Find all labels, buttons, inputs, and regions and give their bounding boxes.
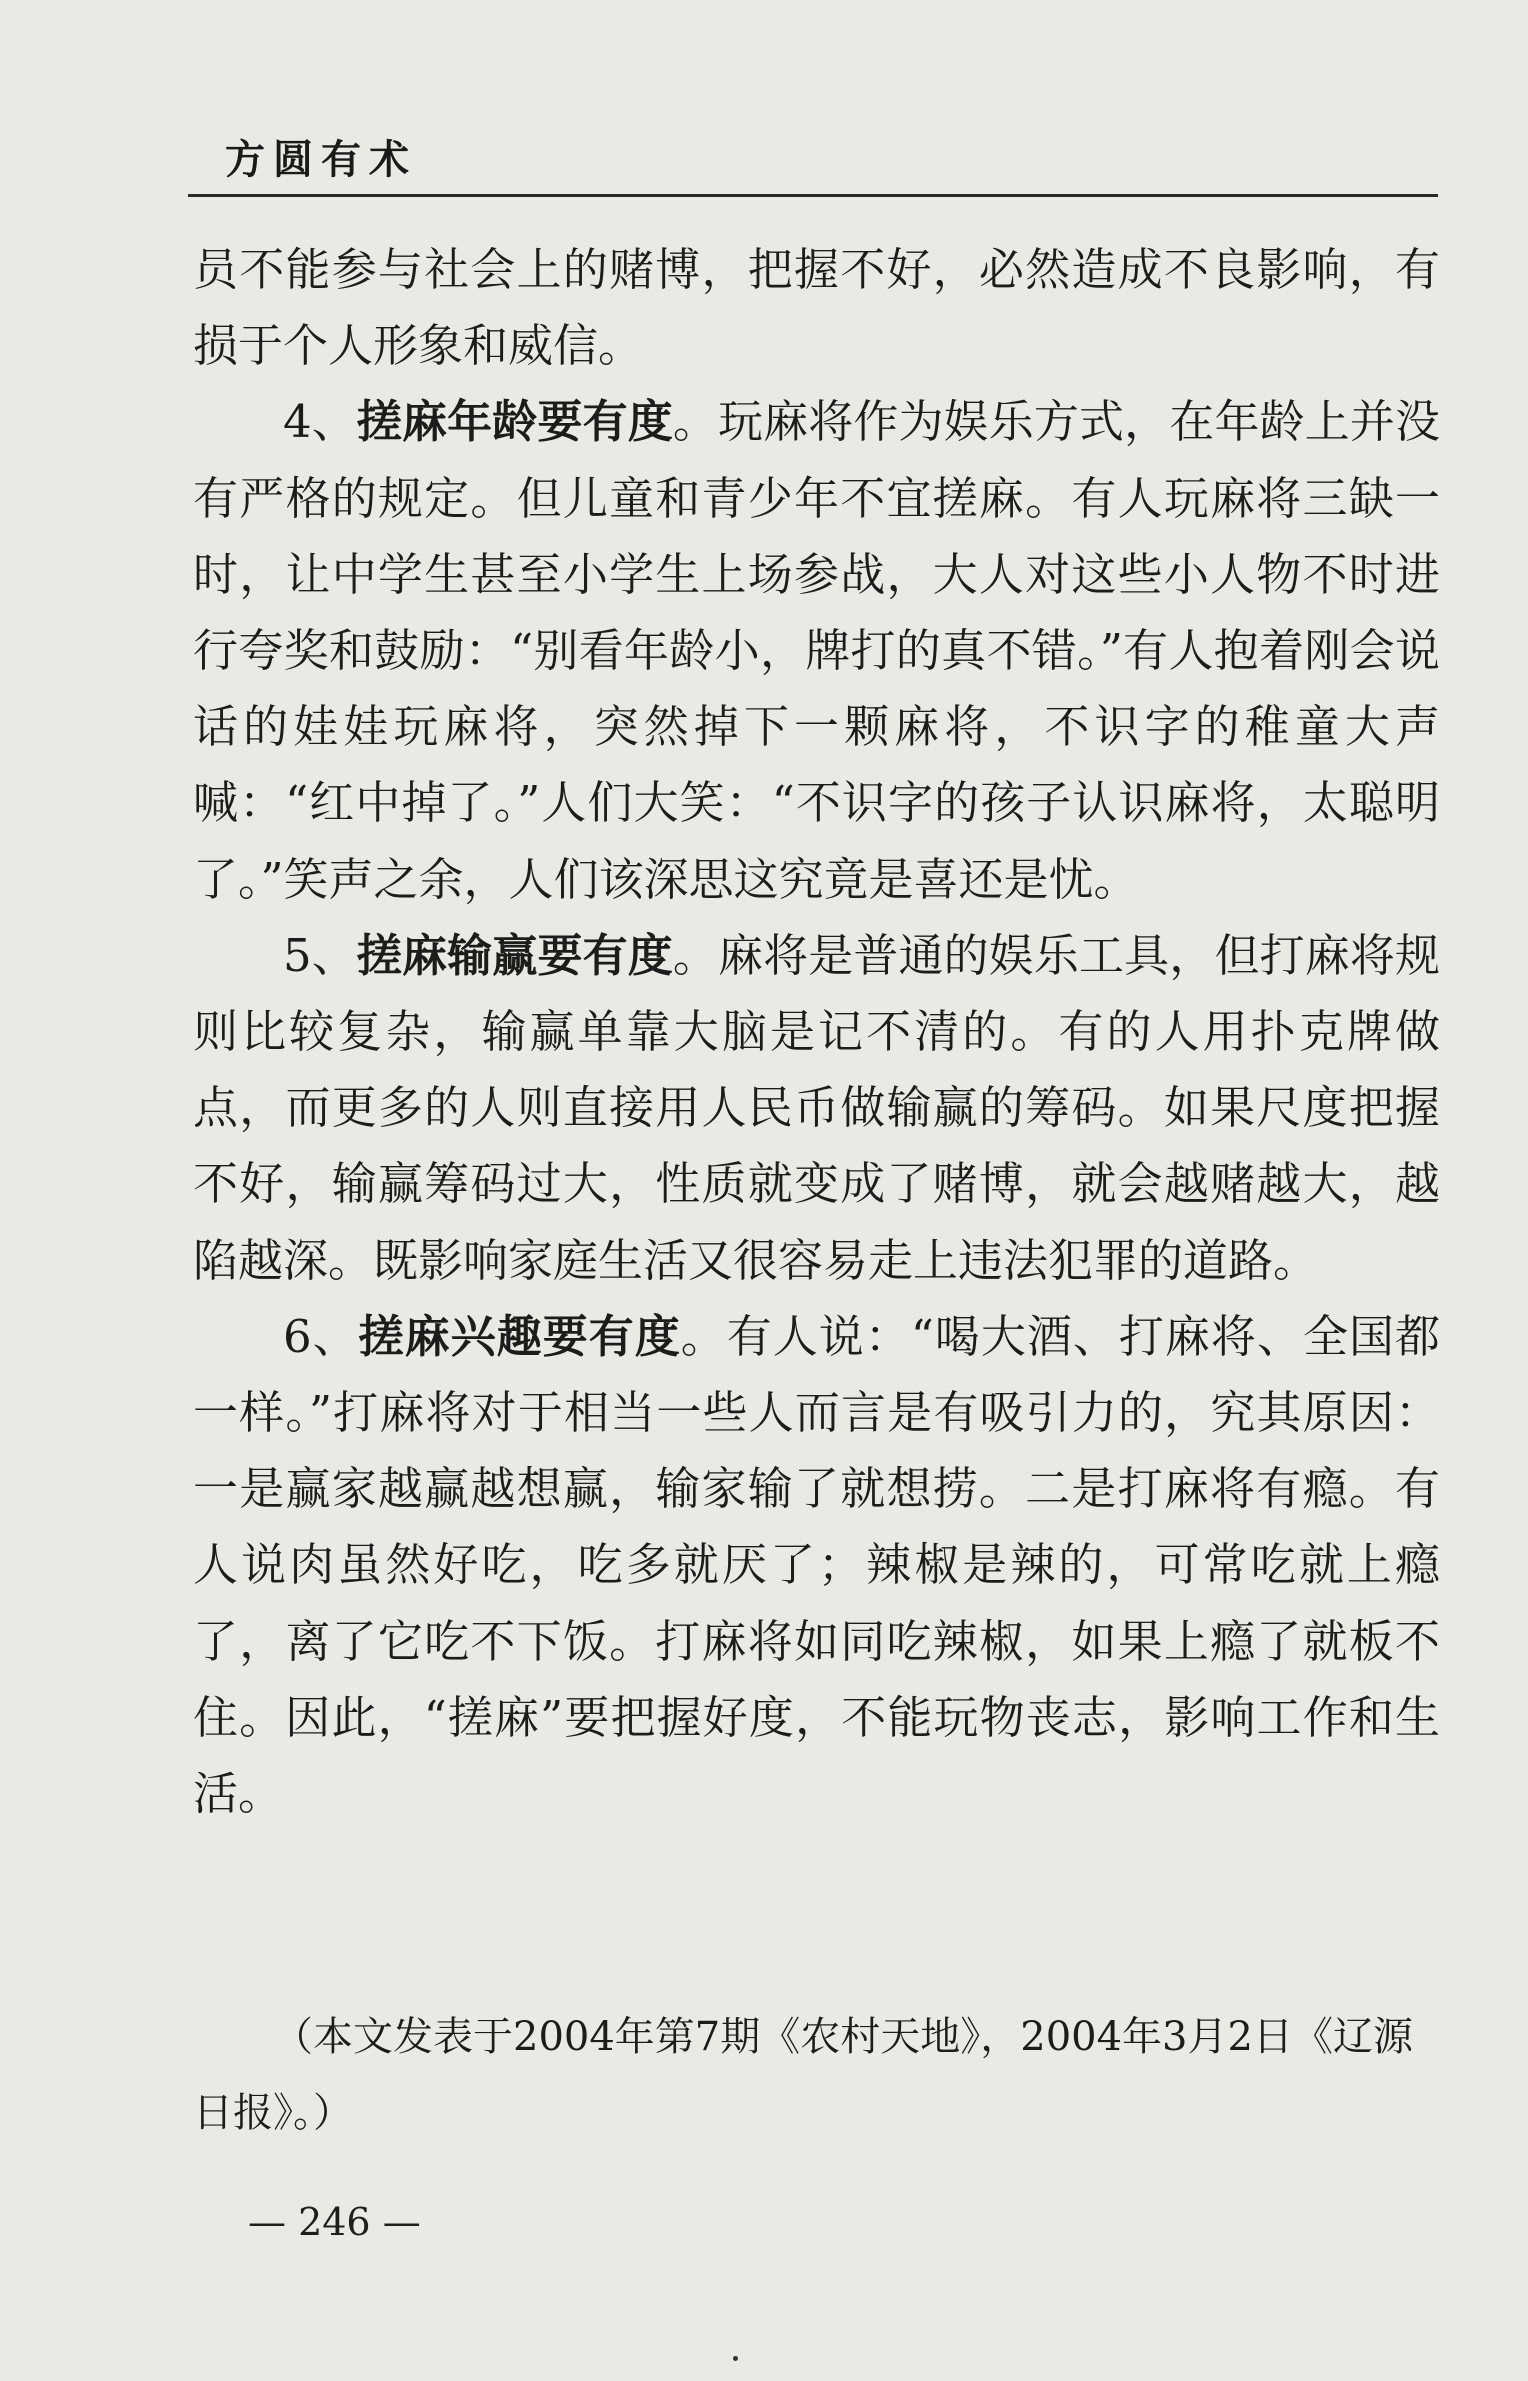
body-text	[193, 232, 1440, 1832]
header-rule	[188, 194, 1438, 197]
paragraph-heading: 搓麻输赢要有度	[356, 928, 673, 982]
paragraph-text: 。有人说：“喝大酒、打麻将、全国都一样。”打麻将对于相当一些人而言是有吸引力的，究其原因：一是赢家越赢越想赢，输家输了就想捞。二是打麻将有瘾。有人说肉虽然好吃，吃多就厌了；辣椒是辣的，可常吃就上瘾了，离了它吃不下饭。打麻将如同吃辣椒，如果上瘾了就板不住。因此，“搓麻”要把握好度，不能玩物丧志，影响工作和生活。	[193, 1309, 1440, 1821]
paragraph-number: 4、	[283, 395, 357, 449]
running-head: 方圆有术	[225, 137, 417, 183]
paragraph-4	[193, 384, 1440, 917]
paragraph-6	[193, 1299, 1440, 1832]
paragraph-number: 5、	[283, 928, 357, 982]
paragraph-heading: 搓麻兴趣要有度	[358, 1309, 681, 1363]
source-note: （本文发表于2004年第7期《农村天地》，2004年3月2日《辽源日报》。）	[193, 2014, 1413, 2136]
paragraph-heading: 搓麻年龄要有度	[356, 395, 673, 449]
paragraph-text: 员不能参与社会上的赌博，把握不好，必然造成不良影响，有损于个人形象和威信。	[193, 243, 1440, 373]
paragraph-5	[193, 918, 1440, 1299]
paragraph-continued	[193, 232, 1440, 384]
paragraph-text: 。玩麻将作为娱乐方式，在年龄上并没有严格的规定。但儿童和青少年不宜搓麻。有人玩麻将三缺一时，让中学生甚至小学生上场参战，大人对这些小人物不时进行夸奖和鼓励：“别看年龄小，牌打的真不错。”有人抱着刚会说话的娃娃玩麻将，突然掉下一颗麻将，不识字的稚童大声喊：“红中掉了。”人们大笑：“不识字的孩子认识麻将，太聪明了。”笑声之余，人们该深思这究竟是喜还是忧。	[193, 395, 1440, 906]
page-number: — 246 —	[248, 2200, 421, 2244]
paragraph-number: 6、	[283, 1309, 359, 1363]
print-speck	[733, 2356, 738, 2361]
paragraph-text: 。麻将是普通的娱乐工具，但打麻将规则比较复杂，输赢单靠大脑是记不清的。有的人用扑克牌做点，而更多的人则直接用人民币做输赢的筹码。如果尺度把握不好，输赢筹码过大，性质就变成了赌博，就会越赌越大，越陷越深。既影响家庭生活又很容易走上违法犯罪的道路。	[193, 928, 1440, 1287]
